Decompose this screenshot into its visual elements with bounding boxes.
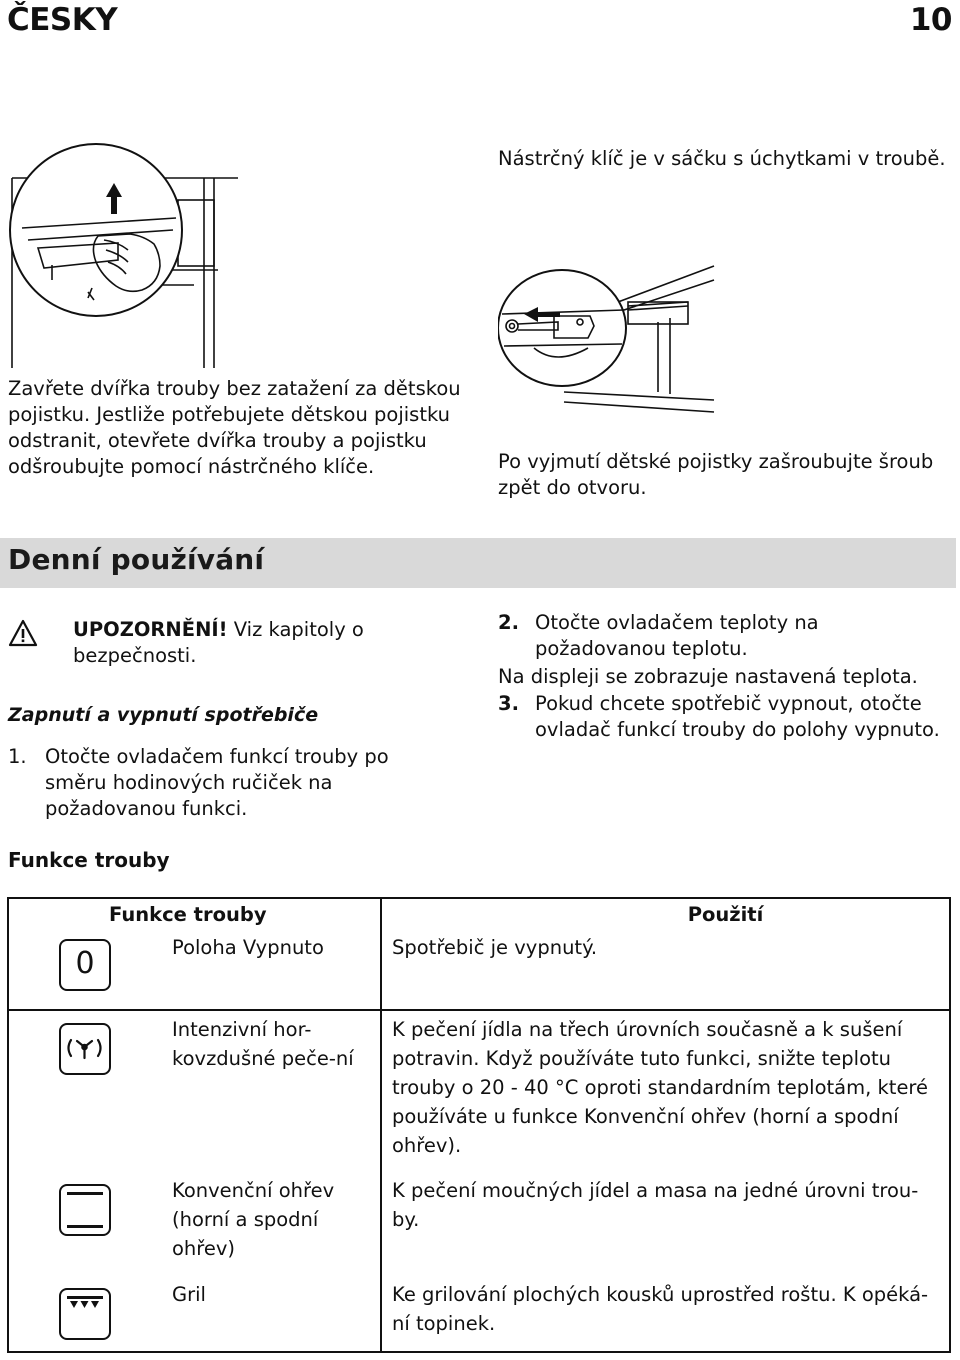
icon-cell: [8, 929, 164, 1010]
table-row: [8, 1276, 950, 1352]
column-header-function: Funkce trouby: [8, 898, 381, 929]
grill-icon: [59, 1288, 111, 1340]
close-door-text: Zavřete dvířka trouby bez zatažení za dětskou pojistku. Jestliže potřebujete dětskou pojistku odstranit, otevřete dvířka trouby a pojistku odšroubujte pomocí nástrčného klíče.: [8, 377, 461, 478]
function-name: Gril: [164, 1276, 381, 1352]
table-row: [8, 1172, 950, 1276]
after-removal-text: Po vyjmutí dětské pojistky zašroubujte šroub zpět do otvoru.: [498, 450, 934, 499]
warning-icon: [8, 619, 38, 647]
screw-key-illustration: [498, 262, 720, 422]
intensive-hot-air-icon: [59, 1023, 111, 1075]
section-title: Denní používání: [8, 543, 265, 576]
step-number: 2.: [498, 611, 519, 634]
icon-cell: [8, 1010, 164, 1172]
key-location-text: Nástrčný klíč je v sáčku s úchytkami v troubě.: [498, 147, 946, 170]
function-use: Spotřebič je vypnutý.: [392, 936, 598, 959]
warning-text: [73, 617, 403, 669]
step-text: Otočte ovladačem teploty na požadovanou teplotu.: [535, 611, 819, 660]
warning-body: Viz kapitoly o bezpečnosti.: [73, 618, 364, 667]
conventional-heating-icon: [59, 1184, 111, 1236]
function-use: Ke grilování plochých kousků uprostřed roštu. K opéká-ní topinek.: [392, 1283, 929, 1335]
icon-cell: [8, 1172, 164, 1276]
table-row: [8, 929, 950, 1010]
language-heading: ČESKY: [7, 2, 118, 38]
function-use: K pečení jídla na třech úrovních současně a k sušení potravin. Když používáte tuto funkci, snižte teplotu trouby o 20 - 40 °C oproti standardním teplotám, které používáte u funkce Konvenční ohřev (horní a spodní ohřev).: [381, 1010, 950, 1172]
oven-functions-table: [7, 897, 951, 1353]
function-name: Intenzivní hor-kovzdušné peče-ní: [164, 1010, 381, 1172]
step-number: 1.: [8, 745, 27, 768]
column-header-use: Použití: [687, 902, 764, 926]
warning-label: UPOZORNĚNÍ!: [73, 618, 228, 641]
page-number: 10: [909, 2, 952, 38]
icon-cell: [8, 1276, 164, 1352]
table-heading: Funkce trouby: [8, 848, 170, 872]
step-number: 3.: [498, 692, 519, 715]
door-lock-illustration: [8, 140, 240, 372]
function-name: Konvenční ohřev (horní a spodní ohřev): [164, 1172, 381, 1276]
subheading: Zapnutí a vypnutí spotřebiče: [8, 704, 319, 726]
table-header-row: [8, 898, 950, 929]
step-text: Otočte ovladačem funkcí trouby po směru hodinových ručiček na požadovanou funkci.: [45, 745, 389, 820]
off-position-icon: 0: [59, 939, 111, 991]
table-row: [8, 1010, 950, 1172]
display-note: Na displeji se zobrazuje nastavená teplota.: [498, 665, 918, 688]
step-text: Pokud chcete spotřebič vypnout, otočte ovladač funkcí trouby do polohy vypnuto.: [535, 692, 940, 741]
function-use: K pečení moučných jídel a masa na jedné úrovni trou-by.: [392, 1179, 919, 1231]
function-name: Poloha Vypnuto: [164, 929, 381, 1010]
